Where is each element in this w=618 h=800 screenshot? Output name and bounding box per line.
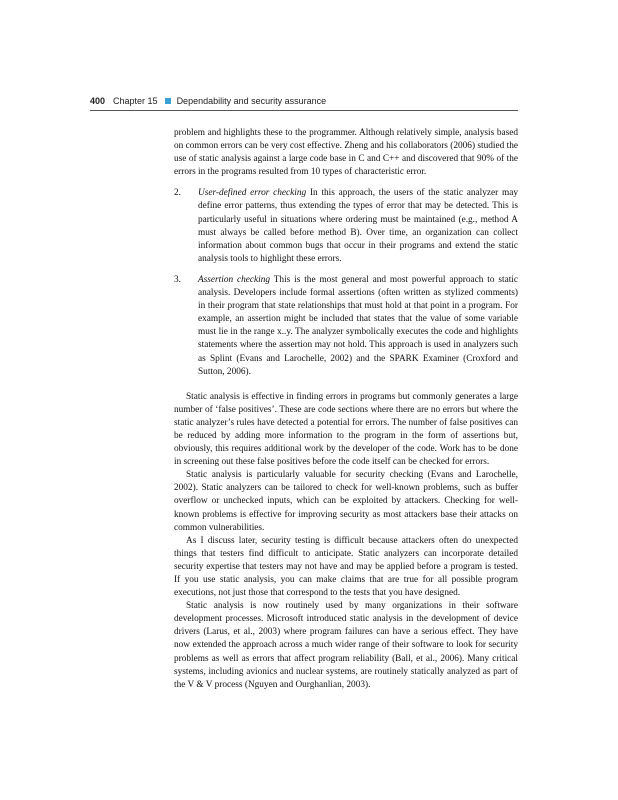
body-paragraph: As I discuss later, security testing is difficult because attackers often do unexpected things that testers find difficult to anticipate. Static analyzers can incorporate detailed security expertise that testers may not have and may be applied before a program is tested. If you use static analysis, you can make claims that are true for all possible program executions, not just those that correspond to the tests that you have designed. (174, 535, 518, 599)
list-item-text: In this approach, the users of the static analyzer may define error patterns, thus extending the types of error that may be detected. This is particularly useful in situations where ordering must be maintained (e.g., method A must always be called before method B). Over time, an organization can collect information about common bugs that occur in their programs and extend the static analysis tools to highlight these errors. (198, 188, 518, 264)
chapter-title: Dependability and security assurance (176, 96, 327, 106)
body-paragraph: Static analysis is now routinely used by many organizations in their software development processes. Microsoft introduced static analysis in the development of device drivers (Larus, et al., 2003) where program failures can have a serious effect. They have now extended the approach across a much wider range of their software to look for security problems as well as errors that affect program reliability (Ball, et al., 2006). Many critical systems, including avionics and nuclear systems, are routinely statically analyzed as part of the V & V process (Nguyen and Ourghanlian, 2003). (174, 601, 518, 690)
chapter-marker-square (165, 98, 171, 104)
list-item-text: This is the most general and most powerful approach to static analysis. Developers include formal assertions (often written as stylized comments) in their program that state relationships that must hold at that point in a program. For example, an assertion might be included that states that the value of some variable must lie in the range x..y. The analyzer symbolically executes the code and highlights statements where the assertion may not hold. This approach is used in analyzers such as Splint (Evans and Larochelle, 2002) and the SPARK Examiner (Croxford and Sutton, 2006). (198, 274, 518, 377)
body-paragraph: Static analysis is effective in finding errors in programs but commonly generates a large number of ‘false positives’. These are code sections where there are no errors but where the static analyzer’s rules have detected a potential for errors. The number of false positives can be reduced by adding more information to the program in the form of assertions but, obviously, this requires additional work by the developer of the code. Work has to be done in screening out these false positives before the code itself can be checked for errors. (174, 391, 518, 468)
header-rule (90, 110, 518, 111)
list-number: 2. (174, 188, 181, 199)
list-item-3 (174, 274, 518, 379)
list-number: 3. (174, 274, 181, 285)
list-item-title: Assertion checking (198, 274, 271, 285)
chapter-label: Chapter 15 (113, 96, 158, 106)
page-body (174, 127, 518, 692)
running-head (90, 96, 518, 106)
list-item-continuation: problem and highlights these to the programmer. Although relatively simple, analysis based on common errors can be very cost effective. Zheng and his collaborators (2006) studied the use of static analysis against a large code base in C and C++ and discovered that 90% of the errors in the programs resulted from 10 types of characteristic error. (174, 128, 518, 178)
body-paragraph: Static analysis is particularly valuable for security checking (Evans and Larochelle, 2002). Static analyzers can be tailored to check for well-known problems, such as buffer overflow or unchecked inputs, which can be exploited by attackers. Checking for well-known problems is effective for improving security as most attackers base their attacks on common vulnerabilities. (174, 470, 518, 533)
page-number: 400 (90, 96, 106, 106)
list-item-2 (174, 187, 518, 266)
list-item-title: User-defined error checking (198, 188, 307, 199)
